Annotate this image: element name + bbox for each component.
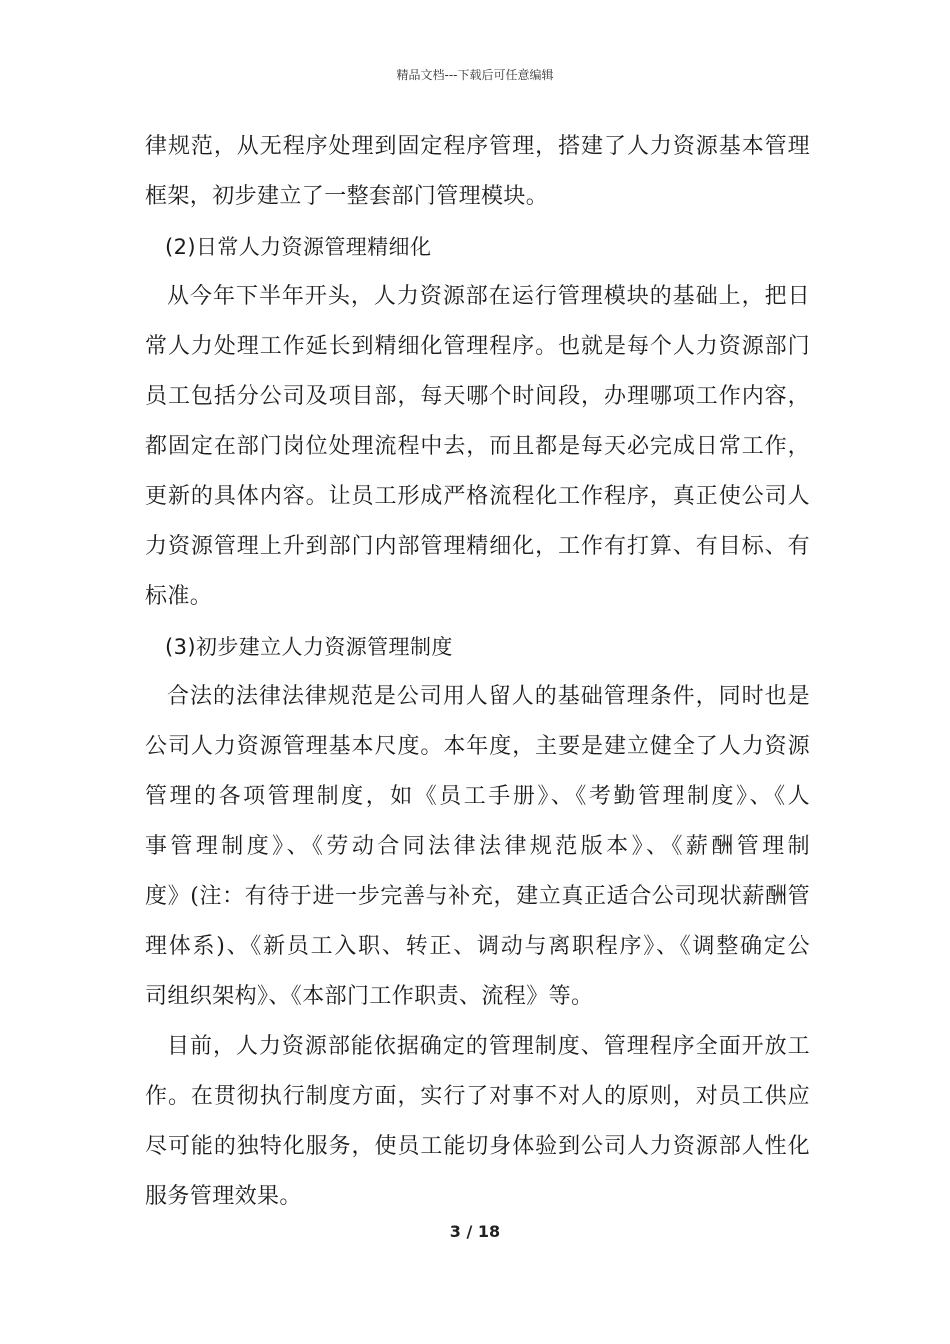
text-line: 框架，初步建立了一整套部门管理模块。 [145, 184, 549, 209]
text-line: 目前，人力资源部能依据确定的管理制度、管理程序全面开放工 [167, 1034, 810, 1059]
text-line: 司组织架构》、《本部门工作职责、流程》等。 [145, 984, 594, 1009]
text-line: 更新的具体内容。让员工形成严格流程化工作程序，真正使公司人 [145, 484, 810, 509]
text-line: 管理的各项管理制度，如《员工手册》、《考勤管理制度》、《人 [145, 784, 810, 809]
text-line: 作。在贯彻执行制度方面，实行了对事不对人的原则，对员工供应 [145, 1084, 810, 1109]
page-header: 精品文档---下载后可任意编辑 [396, 68, 554, 82]
text-line: 度》(注：有待于进一步完善与补充，建立真正适合公司现状薪酬管 [145, 884, 810, 909]
text-line: 理体系)、《新员工入职、转正、调动与离职程序》、《调整确定公 [145, 934, 810, 959]
text-line: 公司人力资源管理基本尺度。本年度，主要是建立健全了人力资源 [145, 734, 810, 759]
body-text [145, 122, 810, 1222]
text-line: 事管理制度》、《劳动合同法律法律规范版本》、《薪酬管理制 [145, 834, 810, 859]
section-heading: (2)日常人力资源管理精细化 [165, 235, 432, 259]
section-heading: (3)初步建立人力资源管理制度 [165, 635, 453, 659]
page-total: 18 [477, 1222, 501, 1241]
text-line: 常人力处理工作延长到精细化管理程序。也就是每个人力资源部门 [145, 334, 810, 359]
page-separator: / [460, 1222, 478, 1241]
page-number [0, 1222, 950, 1241]
text-line: 都固定在部门岗位处理流程中去，而且都是每天必完成日常工作， [145, 434, 810, 459]
text-line: 服务管理效果。 [145, 1184, 302, 1209]
text-line: 力资源管理上升到部门内部管理精细化，工作有打算、有目标、有 [145, 534, 810, 559]
page-current: 3 [449, 1222, 461, 1241]
text-line: 律规范，从无程序处理到固定程序管理，搭建了人力资源基本管理 [145, 134, 810, 159]
text-line: 标准。 [145, 584, 213, 609]
text-line: 尽可能的独特化服务，使员工能切身体验到公司人力资源部人性化 [145, 1134, 810, 1159]
text-line: 员工包括分公司及项目部，每天哪个时间段，办理哪项工作内容， [145, 384, 810, 409]
text-line: 合法的法律法律规范是公司用人留人的基础管理条件，同时也是 [167, 684, 810, 709]
text-line: 从今年下半年开头，人力资源部在运行管理模块的基础上，把日 [167, 284, 810, 309]
